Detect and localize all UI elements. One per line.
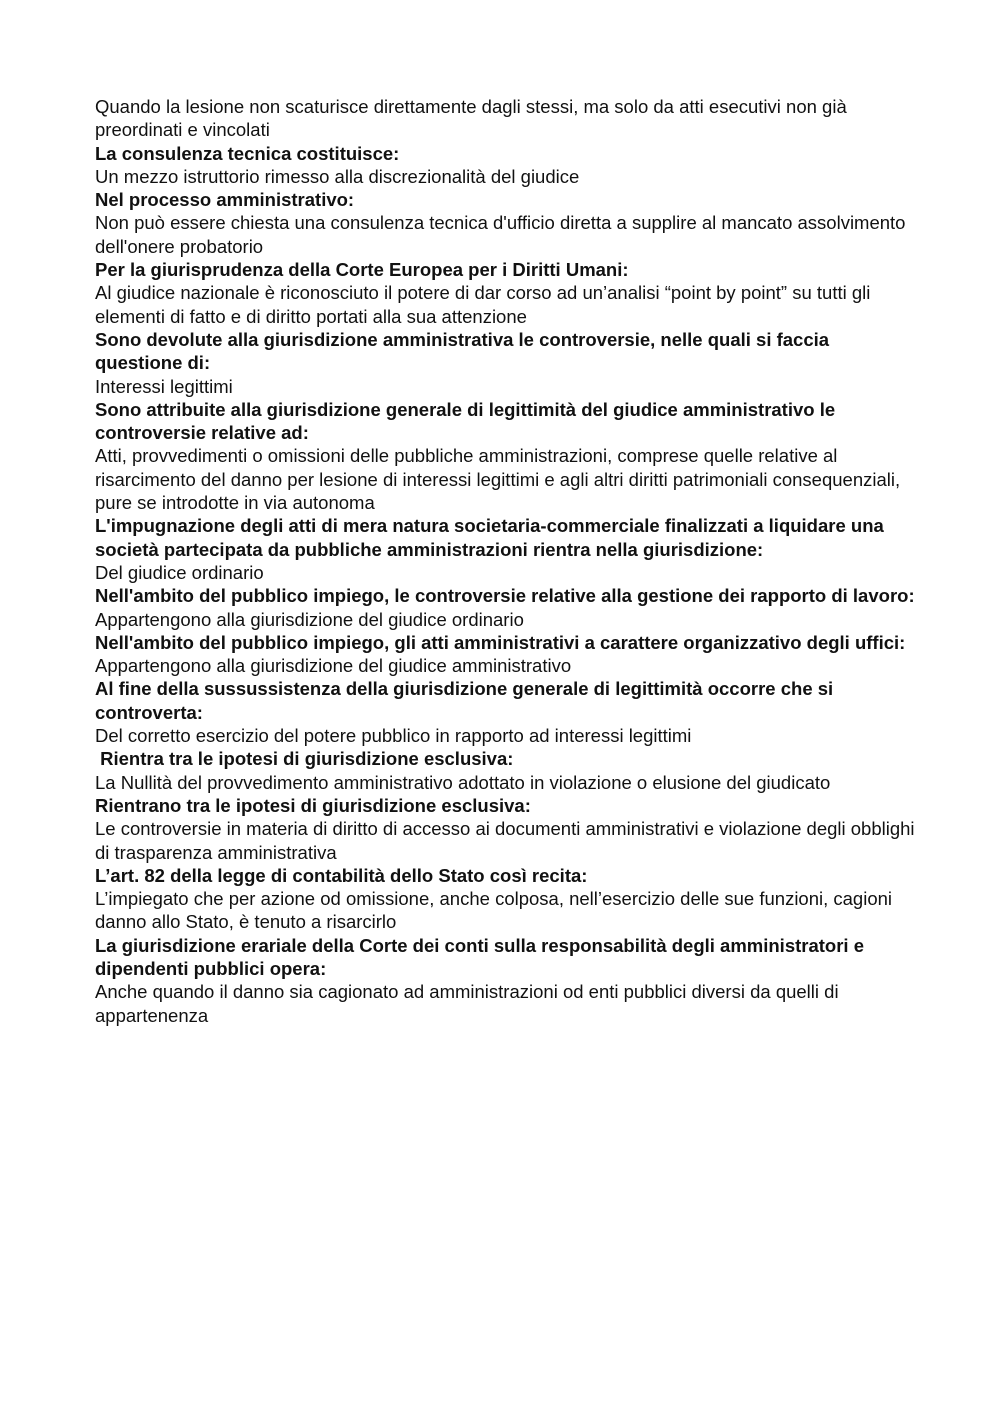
answer-text: Non può essere chiesta una consulenza tecnica d'ufficio diretta a supplire al mancato assolvimento dell'onere probatorio: [95, 212, 906, 257]
question-text: Nell'ambito del pubblico impiego, gli atti amministrativi a carattere organizzativo degli uffici:: [95, 631, 906, 653]
question-text: Nell'ambito del pubblico impiego, le controversie relative alla gestione dei rapporto di lavoro:: [95, 585, 915, 607]
question-text: Nel processo amministrativo:: [95, 189, 355, 211]
question-text: La giurisdizione erariale della Corte dei conti sulla responsabilità degli amministratori e dipendenti pubblici opera:: [95, 934, 864, 979]
answer-text: Appartengono alla giurisdizione del giudice amministrativo: [95, 655, 572, 677]
question-text: L’art. 82 della legge di contabilità dello Stato così recita:: [95, 864, 588, 886]
answer-text: Del corretto esercizio del potere pubblico in rapporto ad interessi legittimi: [95, 725, 692, 747]
document-page: [95, 95, 915, 1027]
answer-text: Quando la lesione non scaturisce direttamente dagli stessi, ma solo da atti esecutivi non già preordinati e vincolati: [95, 96, 847, 141]
question-text: Sono devolute alla giurisdizione amministrativa le controversie, nelle quali si faccia questione di:: [95, 328, 830, 374]
question-text: L'impugnazione degli atti di mera natura societaria-commerciale finalizzati a liquidare una società partecipata da pubbliche amministrazioni rientra nella giurisdizione:: [95, 515, 884, 560]
answer-text: Al giudice nazionale è riconosciuto il potere di dar corso ad un’analisi “point by point” su tutti gli elementi di fatto e di diritto portati alla sua attenzione: [95, 282, 871, 327]
answer-text: Interessi legittimi: [95, 375, 233, 397]
answer-text: La Nullità del provvedimento amministrativo adottato in violazione o elusione del giudicato: [95, 771, 831, 793]
answer-text: Le controversie in materia di diritto di accesso ai documenti amministrativi e violazione degli obblighi di trasparenza amministrativa: [95, 818, 915, 863]
question-text: Rientra tra le ipotesi di giurisdizione esclusiva:: [95, 748, 514, 770]
answer-text: Appartengono alla giurisdizione del giudice ordinario: [95, 608, 524, 630]
question-text: Sono attribuite alla giurisdizione generale di legittimità del giudice amministrativo le controversie relative ad:: [95, 398, 836, 444]
question-text: Per la giurisprudenza della Corte Europea per i Diritti Umani:: [95, 259, 629, 281]
question-text: Al fine della sussussistenza della giurisdizione generale di legittimità occorre che si controverta:: [95, 678, 834, 723]
answer-text: L’impiegato che per azione od omissione, anche colposa, nell’esercizio delle sue funzioni, cagioni danno allo Stato, è tenuto a risarcirlo: [95, 888, 893, 933]
question-text: La consulenza tecnica costituisce:: [95, 142, 400, 164]
answer-text: Atti, provvedimenti o omissioni delle pubbliche amministrazioni, comprese quelle relative al risarcimento del danno per lesione di interessi legittimi e agli altri diritti patrimoniali consequenziali, pure se introdotte in via autonoma: [95, 445, 901, 514]
answer-text: Del giudice ordinario: [95, 561, 264, 583]
answer-text: Anche quando il danno sia cagionato ad amministrazioni od enti pubblici diversi da quelli di appartenenza: [95, 981, 839, 1026]
question-text: Rientrano tra le ipotesi di giurisdizione esclusiva:: [95, 794, 531, 816]
answer-text: Un mezzo istruttorio rimesso alla discrezionalità del giudice: [95, 165, 580, 187]
